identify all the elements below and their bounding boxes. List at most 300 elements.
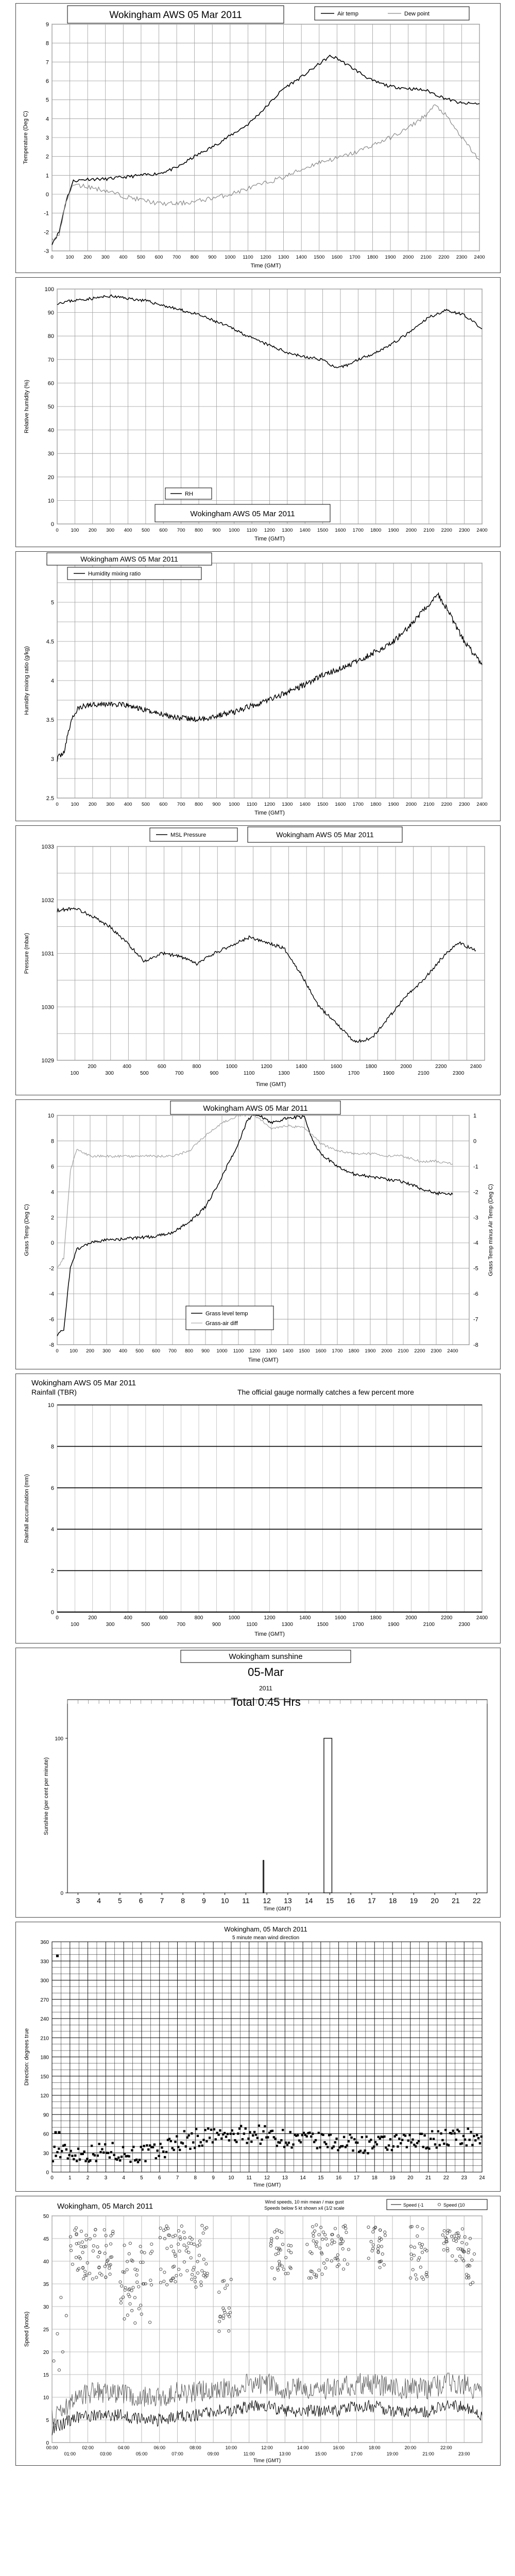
direction-point <box>365 2136 367 2138</box>
x-tick-label: 400 <box>119 255 128 260</box>
y-tick-label: 10 <box>43 2395 49 2401</box>
direction-point <box>183 2130 185 2132</box>
x-tick-label: 1500 <box>313 1071 325 1076</box>
y-tick-label: -8 <box>49 1342 54 1348</box>
x-tick-label: 2 <box>86 2175 90 2181</box>
direction-point <box>54 2131 57 2134</box>
direction-point <box>337 2149 339 2151</box>
direction-point <box>219 2129 221 2131</box>
x-tick-label: 21 <box>425 2175 432 2181</box>
x-tick-label: 2400 <box>474 255 485 260</box>
direction-point <box>310 2136 312 2138</box>
direction-point <box>474 2139 476 2141</box>
direction-point <box>86 2158 88 2160</box>
direction-point <box>315 2139 317 2141</box>
x-tick-label: 2300 <box>459 802 470 807</box>
chart-title: Wokingham AWS 05 Mar 2011 <box>190 510 295 518</box>
x-tick-label: 7 <box>160 1896 164 1905</box>
x-tick-label: 1700 <box>352 528 364 533</box>
chart-title: Wokingham sunshine <box>229 1652 303 1661</box>
x-tick-label: 900 <box>210 1071 219 1076</box>
direction-point <box>153 2143 156 2145</box>
direction-point <box>400 2142 402 2144</box>
y-tick-label: 1030 <box>41 1004 54 1011</box>
x-tick-label: 12:00 <box>261 2445 273 2450</box>
sunshine-bar <box>324 1738 332 1893</box>
y-tick-label: 3 <box>50 756 54 762</box>
x-tick-label: 14 <box>300 2175 306 2181</box>
x-tick-label: 200 <box>88 1615 97 1621</box>
y-tick-label: 8 <box>45 40 49 47</box>
x-tick-label: 1700 <box>332 1348 343 1354</box>
x-tick-label: 2100 <box>398 1348 409 1354</box>
x-tick-label: 02:00 <box>82 2445 94 2450</box>
direction-point <box>74 2155 76 2157</box>
x-tick-label: 1900 <box>388 802 399 807</box>
y-tick-label: 90 <box>43 2112 49 2119</box>
x-tick-label: 1200 <box>264 802 276 807</box>
x-axis-label: Time (GMT) <box>253 2182 281 2188</box>
legend-label: Air temp <box>337 11 358 17</box>
direction-point <box>156 2149 158 2151</box>
direction-point <box>473 2135 475 2137</box>
wind-direction-chart-svg <box>16 1922 500 2191</box>
y-tick-label: 2 <box>45 154 49 160</box>
direction-point <box>187 2134 190 2137</box>
direction-point <box>410 2141 412 2143</box>
direction-point <box>373 2145 375 2147</box>
direction-point <box>300 2141 302 2143</box>
x-tick-label: 500 <box>141 528 150 533</box>
y-tick-label: -2 <box>49 1265 54 1272</box>
y-tick-label: 4 <box>50 1527 54 1533</box>
direction-point <box>124 2153 126 2155</box>
y-tick-label: 360 <box>40 1940 49 1945</box>
direction-point <box>353 2138 355 2140</box>
x-tick-label: 6 <box>139 1896 143 1905</box>
y-tick-label: 1032 <box>41 897 54 904</box>
direction-point <box>237 2132 239 2134</box>
chart-title: Wokingham AWS 05 Mar 2011 <box>80 555 178 563</box>
direction-point <box>55 2155 57 2157</box>
chart-subtitle: Rainfall (TBR) <box>31 1388 77 1396</box>
direction-point <box>374 2141 376 2143</box>
y-tick-label: 0 <box>46 2170 49 2176</box>
direction-point <box>327 2146 329 2148</box>
x-tick-label: 700 <box>168 1348 177 1354</box>
direction-point <box>140 2146 142 2148</box>
direction-point <box>289 2131 291 2133</box>
x-tick-label: 1 <box>68 2175 72 2181</box>
direction-point <box>198 2145 200 2147</box>
direction-point <box>407 2140 409 2142</box>
x-tick-label: 8 <box>181 1896 185 1905</box>
x-tick-label: 1100 <box>246 802 258 807</box>
direction-point <box>468 2139 470 2141</box>
x-tick-label: 800 <box>190 255 199 260</box>
x-tick-label: 2200 <box>438 255 450 260</box>
x-tick-label: 09:00 <box>207 2451 219 2456</box>
y-axis-label: Relative humidity (%) <box>24 380 30 433</box>
chart-title: Wokingham, 05 March 2011 <box>224 1925 307 1933</box>
x-tick-label: 500 <box>141 1622 150 1628</box>
x-tick-label: 0 <box>56 1615 59 1621</box>
direction-point <box>479 2142 481 2144</box>
y-tick-label: 20 <box>47 474 54 481</box>
direction-point <box>94 2154 96 2156</box>
x-tick-label: 2000 <box>405 1615 417 1621</box>
y-tick-label: 0 <box>50 1240 54 1247</box>
x-axis-label: Time (GMT) <box>254 536 285 542</box>
direction-point <box>415 2145 417 2147</box>
direction-point <box>290 2146 293 2148</box>
y-tick-label: 2 <box>50 1214 54 1221</box>
y2-tick-label: -7 <box>473 1316 478 1323</box>
x-tick-label: 10:00 <box>225 2445 237 2450</box>
direction-point <box>346 2144 348 2146</box>
y-tick-label: 50 <box>47 404 54 410</box>
y-tick-label: 10 <box>47 1402 54 1409</box>
x-tick-label: 23:00 <box>458 2451 470 2456</box>
x-tick-label: 0 <box>56 802 59 807</box>
x-tick-label: 1000 <box>226 1064 237 1070</box>
y-axis-label: Direction: degrees true <box>24 2028 30 2086</box>
y-tick-label: 0 <box>50 521 54 528</box>
x-tick-label: 500 <box>135 1348 144 1354</box>
y-tick-label: 4 <box>45 116 49 123</box>
y-tick-label: 60 <box>43 2131 49 2138</box>
direction-point <box>262 2130 264 2132</box>
x-tick-label: 2200 <box>414 1348 425 1354</box>
direction-point <box>70 2150 72 2152</box>
direction-point <box>101 2148 103 2150</box>
y-tick-label: 10 <box>47 498 54 504</box>
y-tick-label: 1 <box>45 173 49 179</box>
chart-panel-wind-direction <box>15 1922 501 2192</box>
x-tick-label: 15 <box>318 2175 324 2181</box>
direction-point <box>95 2160 97 2162</box>
direction-point <box>423 2134 425 2137</box>
chart-subtitle: Wind speeds, 10 min mean / max gust <box>265 2199 344 2205</box>
y-tick-label: 30 <box>43 2150 49 2157</box>
direction-point <box>110 2151 112 2153</box>
direction-point <box>333 2145 335 2147</box>
direction-point <box>283 2146 285 2148</box>
x-tick-label: 22 <box>443 2175 449 2181</box>
direction-point <box>71 2155 73 2157</box>
direction-point <box>389 2138 391 2140</box>
direction-point <box>285 2142 287 2144</box>
direction-point <box>220 2138 222 2140</box>
direction-point <box>352 2149 354 2151</box>
x-tick-label: 400 <box>119 1348 127 1354</box>
chart-panel-mixing-ratio <box>15 551 501 821</box>
legend-box <box>387 2199 487 2210</box>
x-tick-label: 04:00 <box>117 2445 130 2450</box>
x-tick-label: 700 <box>175 1071 184 1076</box>
y-tick-label: 0 <box>45 192 49 198</box>
x-axis-label: Time (GMT) <box>254 810 285 816</box>
x-tick-label: 500 <box>136 255 145 260</box>
direction-point <box>168 2138 170 2140</box>
x-tick-label: 2400 <box>476 528 488 533</box>
legend-label: RH <box>185 491 193 497</box>
chart-year: 2011 <box>259 1685 272 1692</box>
direction-point <box>280 2139 282 2141</box>
direction-point <box>202 2139 204 2141</box>
y2-tick-label: -4 <box>473 1240 478 1247</box>
x-tick-label: 1400 <box>299 528 311 533</box>
x-tick-label: 2400 <box>447 1348 458 1354</box>
y2-tick-label: 1 <box>473 1113 477 1119</box>
direction-point <box>397 2145 399 2147</box>
y-tick-label: 2.5 <box>46 795 54 802</box>
direction-point <box>217 2133 219 2136</box>
x-tick-label: 300 <box>106 1622 115 1628</box>
x-tick-label: 15:00 <box>315 2451 327 2456</box>
x-tick-label: 1200 <box>264 528 276 533</box>
x-tick-label: 2300 <box>431 1348 442 1354</box>
direction-point <box>98 2143 100 2145</box>
direction-point <box>477 2137 479 2139</box>
direction-point <box>107 2152 109 2154</box>
direction-point <box>383 2136 385 2138</box>
direction-point <box>458 2130 460 2132</box>
direction-point <box>84 2160 87 2162</box>
x-tick-label: 1800 <box>348 1348 359 1354</box>
direction-point <box>194 2147 196 2149</box>
direction-point <box>119 2159 121 2161</box>
x-tick-label: 1500 <box>299 1348 310 1354</box>
direction-point <box>64 2144 66 2146</box>
direction-point <box>58 2147 60 2149</box>
x-tick-label: 1100 <box>243 255 253 260</box>
direction-point <box>246 2142 248 2144</box>
x-tick-label: 3 <box>104 2175 108 2181</box>
x-tick-label: 1900 <box>383 1071 394 1076</box>
y-tick-label: 0 <box>50 1609 54 1616</box>
x-tick-label: 700 <box>177 528 185 533</box>
direction-point <box>466 2144 468 2146</box>
x-tick-label: 22:00 <box>440 2445 452 2450</box>
x-tick-label: 17 <box>353 2175 360 2181</box>
chart-panel-grass-temp <box>15 1099 501 1369</box>
direction-point <box>437 2130 439 2132</box>
direction-point <box>408 2134 410 2136</box>
x-tick-label: 1700 <box>349 255 360 260</box>
x-tick-label: 20 <box>431 1896 439 1905</box>
direction-point <box>316 2147 318 2149</box>
direction-point <box>197 2135 199 2137</box>
direction-point <box>143 2145 145 2147</box>
direction-point <box>276 2145 278 2147</box>
y2-tick-label: -8 <box>473 1342 478 1348</box>
x-tick-label: 1300 <box>282 802 293 807</box>
direction-point <box>131 2149 133 2151</box>
y-tick-label: 5 <box>46 2418 49 2424</box>
x-tick-label: 13 <box>282 2175 288 2181</box>
x-tick-label: 08:00 <box>190 2445 201 2450</box>
direction-point <box>174 2141 176 2143</box>
direction-point <box>312 2132 314 2134</box>
chart-panel-wind-speed <box>15 2196 501 2466</box>
x-tick-label: 1100 <box>233 1348 244 1354</box>
x-tick-label: 10 <box>228 2175 234 2181</box>
chart-title: Wokingham AWS 05 Mar 2011 <box>203 1104 308 1113</box>
y-tick-label: 4 <box>50 678 54 684</box>
y-tick-label: 70 <box>47 357 54 363</box>
x-tick-label: 1200 <box>249 1348 261 1354</box>
direction-point <box>308 2131 311 2133</box>
x-tick-label: 400 <box>124 1615 132 1621</box>
direction-point <box>68 2154 70 2156</box>
x-tick-label: 2000 <box>403 255 414 260</box>
y-axis-label: Temperature (Deg C) <box>23 111 29 164</box>
direction-point <box>343 2136 345 2138</box>
x-tick-label: 11:00 <box>243 2451 255 2456</box>
x-tick-label: 600 <box>157 1064 166 1070</box>
x-tick-label: 14 <box>304 1896 313 1905</box>
direction-point <box>230 2132 232 2134</box>
humidity-chart-svg <box>16 278 500 547</box>
y-tick-label: 6 <box>45 78 49 84</box>
chart-title: Wokingham AWS 05 Mar 2011 <box>109 10 242 21</box>
x-tick-label: 1300 <box>266 1348 277 1354</box>
direction-point <box>240 2125 242 2127</box>
x-tick-label: 4 <box>122 2175 125 2181</box>
direction-point <box>122 2146 124 2148</box>
x-tick-label: 1400 <box>282 1348 294 1354</box>
x-tick-label: 20:00 <box>404 2445 417 2450</box>
x-tick-label: 1200 <box>260 255 271 260</box>
direction-point <box>91 2145 93 2147</box>
x-tick-label: 2000 <box>400 1064 412 1070</box>
direction-point <box>388 2144 390 2146</box>
direction-point <box>186 2137 188 2139</box>
x-tick-label: 200 <box>88 1064 97 1070</box>
y-tick-label: 120 <box>40 2093 49 2099</box>
chart-panel-rainfall <box>15 1374 501 1643</box>
x-tick-label: 19 <box>409 1896 418 1905</box>
direction-point <box>113 2154 115 2156</box>
direction-point <box>441 2139 443 2141</box>
direction-point <box>448 2144 450 2146</box>
y-tick-label: 180 <box>40 2055 49 2061</box>
direction-point <box>164 2156 166 2158</box>
x-tick-label: 300 <box>102 1348 111 1354</box>
x-tick-label: 18 <box>388 1896 397 1905</box>
direction-point <box>247 2138 249 2140</box>
x-tick-label: 18:00 <box>368 2445 381 2450</box>
direction-point <box>215 2138 217 2140</box>
x-tick-label: 400 <box>124 528 132 533</box>
y-tick-label: 30 <box>47 451 54 457</box>
direction-point <box>440 2132 442 2134</box>
direction-point <box>370 2139 372 2141</box>
y-tick-label: 40 <box>43 2259 49 2265</box>
x-tick-label: 07:00 <box>171 2451 183 2456</box>
direction-point <box>162 2150 164 2153</box>
wind-speed-chart-svg <box>16 2196 500 2465</box>
chart-panel-sunshine <box>15 1648 501 1918</box>
x-tick-label: 2200 <box>435 1064 447 1070</box>
x-tick-label: 17:00 <box>351 2451 363 2456</box>
direction-point <box>404 2134 406 2137</box>
direction-point <box>428 2147 430 2149</box>
direction-point <box>117 2157 119 2159</box>
x-tick-label: 1900 <box>365 1348 376 1354</box>
temperature-chart-svg <box>16 4 500 273</box>
x-tick-label: 22 <box>472 1896 481 1905</box>
direction-point <box>252 2134 254 2137</box>
x-tick-label: 1400 <box>299 802 311 807</box>
direction-point <box>330 2133 332 2136</box>
pressure-chart-svg <box>16 826 500 1095</box>
direction-point <box>58 2131 60 2134</box>
x-tick-label: 900 <box>201 1348 210 1354</box>
grass-temp-chart-svg <box>16 1100 500 1369</box>
x-tick-label: 5 <box>140 2175 143 2181</box>
x-tick-label: 17 <box>368 1896 376 1905</box>
y2-axis-label: Grass Temp minus Air Temp (Deg C) <box>488 1184 494 1276</box>
x-tick-label: 1000 <box>229 528 240 533</box>
y-tick-label: 5 <box>45 97 49 104</box>
x-tick-label: 1400 <box>296 1064 307 1070</box>
y-tick-label: 100 <box>44 286 54 293</box>
x-tick-label: 1800 <box>365 1064 377 1070</box>
x-tick-label: 500 <box>141 802 150 807</box>
direction-point <box>438 2144 440 2146</box>
x-tick-label: 7 <box>176 2175 179 2181</box>
direction-point <box>325 2143 327 2145</box>
direction-point <box>322 2134 324 2136</box>
chart-subtitle: 5 minute mean wind direction <box>232 1935 300 1941</box>
direction-point <box>152 2146 154 2148</box>
direction-point <box>176 2135 178 2137</box>
direction-point <box>116 2158 118 2160</box>
x-tick-label: 600 <box>154 255 163 260</box>
x-tick-label: 9 <box>201 1896 206 1905</box>
direction-point <box>232 2133 234 2135</box>
x-tick-label: 900 <box>212 528 221 533</box>
x-tick-label: 1400 <box>299 1615 311 1621</box>
direction-point <box>391 2149 393 2151</box>
direction-point <box>161 2146 163 2148</box>
x-tick-label: 700 <box>177 802 185 807</box>
direction-point <box>56 1955 59 1957</box>
x-tick-label: 2000 <box>405 528 417 533</box>
x-axis-label: Time (GMT) <box>253 2458 281 2464</box>
y-tick-label: 270 <box>40 1997 49 2003</box>
y2-tick-label: -3 <box>473 1214 478 1221</box>
x-tick-label: 1100 <box>246 528 258 533</box>
direction-point <box>185 2145 187 2147</box>
direction-point <box>205 2140 208 2142</box>
x-tick-label: 18 <box>371 2175 377 2181</box>
x-tick-label: 21:00 <box>422 2451 434 2456</box>
direction-point <box>359 2150 362 2152</box>
x-tick-label: 300 <box>106 802 115 807</box>
x-tick-label: 2200 <box>441 802 452 807</box>
direction-point <box>470 2131 472 2133</box>
direction-point <box>53 2146 55 2148</box>
direction-point <box>348 2140 350 2142</box>
y-tick-label: 3.5 <box>46 717 54 723</box>
x-tick-label: 1800 <box>370 528 382 533</box>
direction-point <box>158 2155 160 2157</box>
x-tick-label: 1300 <box>281 1622 293 1628</box>
y-tick-label: 20 <box>43 2350 49 2355</box>
